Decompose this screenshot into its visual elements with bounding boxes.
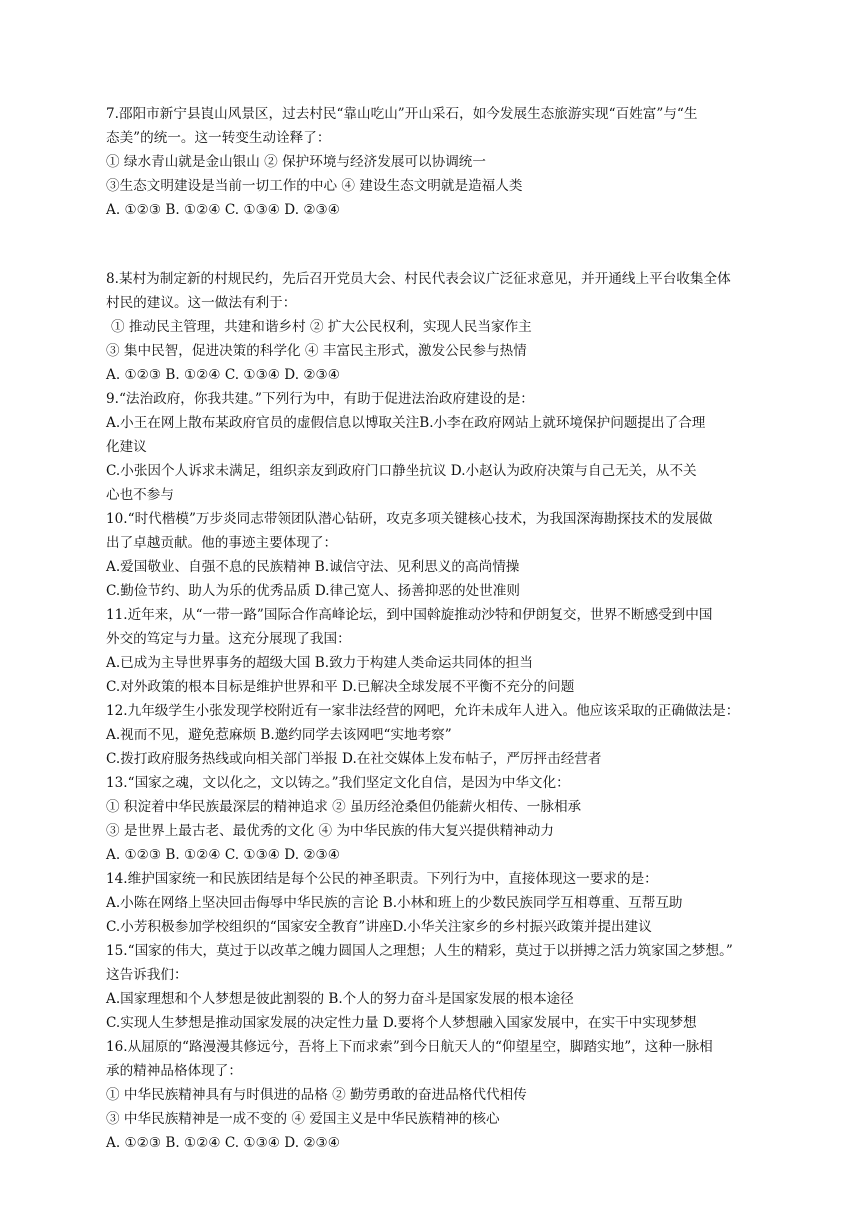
question-7-stem-line-1: 7.邵阳市新宁县崀山风景区，过去村民“靠山吃山”开山采石，如今发展生态旅游实现“百姓富”与“生 [106, 106, 698, 122]
question-9-option-line-1: A.小王在网上散布某政府官员的虚假信息以博取关注B.小李在政府网站上就环境保护问题提出了合理 [106, 415, 706, 431]
question-10-stem-line-1: 10.“时代楷模”万步炎同志带领团队潜心钻研，攻克多项关键核心技术，为我国深海勘探技术的发展做 [106, 511, 713, 527]
question-15-stem-line-1: 15.“国家的伟大，莫过于以改革之魄力圆国人之理想；人生的精彩，莫过于以拼搏之活力筑家国之梦想。” [106, 943, 733, 959]
question-8-answer-choices: A. ①②③ B. ①②④ C. ①③④ D. ②③④ [106, 367, 340, 383]
question-15-option-line-1: A.国家理想和个人梦想是彼此割裂的 B.个人的努力奋斗是国家发展的根本途径 [106, 991, 574, 1007]
question-14-option-line-1: A.小陈在网络上坚决回击侮辱中华民族的言论 B.小林和班上的少数民族同学互相尊重、互帮互助 [106, 895, 683, 911]
question-16-option-line-2: ③ 中华民族精神是一成不变的 ④ 爱国主义是中华民族精神的核心 [106, 1111, 500, 1127]
question-7-stem-line-2: 态美”的统一。这一转变生动诠释了： [106, 130, 331, 146]
question-16-stem-line-2: 承的精神品格体现了： [106, 1063, 242, 1079]
question-13-answer-choices: A. ①②③ B. ①②④ C. ①③④ D. ②③④ [106, 847, 340, 863]
question-10-stem-line-2: 出了卓越贡献。他的事迹主要体现了： [106, 535, 338, 551]
question-15-option-line-2: C.实现人生梦想是推动国家发展的决定性力量 D.要将个人梦想融入国家发展中，在实干中实现梦想 [106, 1015, 697, 1031]
question-9-option-line-2: 化建议 [106, 439, 147, 455]
question-7-option-line-1: ① 绿水青山就是金山银山 ② 保护环境与经济发展可以协调统一 [106, 154, 486, 170]
question-11-option-line-1: A.已成为主导世界事务的超级大国 B.致力于构建人类命运共同体的担当 [106, 655, 533, 671]
question-14-stem-line-1: 14.维护国家统一和民族团结是每个公民的神圣职责。下列行为中，直接体现这一要求的是： [106, 871, 658, 887]
question-16-option-line-1: ① 中华民族精神具有与时俱进的品格 ② 勤劳勇敢的奋进品格代代相传 [106, 1087, 527, 1103]
question-14-option-line-2: C.小芳积极参加学校组织的“国家安全教育”讲座D.小华关注家乡的乡村振兴政策并提出建议 [106, 919, 652, 935]
question-12-stem-line-1: 12.九年级学生小张发现学校附近有一家非法经营的网吧，允许未成年人进入。他应该采取的正确做法是： [106, 703, 740, 719]
question-10-option-line-1: A.爱国敬业、自强不息的民族精神 B.诚信守法、见利思义的高尚情操 [106, 559, 520, 575]
question-11-stem-line-1: 11.近年来，从“一带一路”国际合作高峰论坛，到中国斡旋推动沙特和伊朗复交，世界不断感受到中国 [106, 607, 713, 623]
question-9-option-line-3: C.小张因个人诉求未满足，组织亲友到政府门口静坐抗议 D.小赵认为政府决策与自己无关，从不关 [106, 463, 697, 479]
question-16-answer-choices: A. ①②③ B. ①②④ C. ①③④ D. ②③④ [106, 1135, 340, 1151]
question-8-option-line-2: ③ 集中民智，促进决策的科学化 ④ 丰富民主形式，激发公民参与热情 [106, 343, 527, 359]
question-11-stem-line-2: 外交的笃定与力量。这充分展现了我国： [106, 631, 351, 647]
question-13-stem-line-1: 13.“国家之魂，文以化之，文以铸之。”我们坚定文化自信，是因为中华文化： [106, 775, 570, 791]
question-12-option-line-1: A.视而不见，避免惹麻烦 B.邀约同学去该网吧“实地考察” [106, 727, 452, 743]
question-13-option-line-1: ① 积淀着中华民族最深层的精神追求 ② 虽历经沧桑但仍能薪火相传、一脉相承 [106, 799, 582, 815]
question-9-option-line-4: 心也不参与 [106, 487, 174, 503]
question-10-option-line-2: C.勤俭节约、助人为乐的优秀品质 D.律己宽人、扬善抑恶的处世准则 [106, 583, 520, 599]
question-8-stem-line-2: 村民的建议。这一做法有利于： [106, 295, 297, 311]
question-7-answer-choices: A. ①②③ B. ①②④ C. ①③④ D. ②③④ [106, 202, 340, 218]
question-8-stem-line-1: 8.某村为制定新的村规民约，先后召开党员大会、村民代表会议广泛征求意见，并开通线上平台收集全体 [106, 271, 731, 287]
question-7-option-line-2: ③生态文明建设是当前一切工作的中心 ④ 建设生态文明就是造福人类 [106, 178, 523, 194]
question-9-stem-line-1: 9.“法治政府，你我共建。”下列行为中，有助于促进法治政府建设的是： [106, 391, 534, 407]
question-11-option-line-2: C.对外政策的根本目标是维护世界和平 D.已解决全球发展不平衡不充分的问题 [106, 679, 575, 695]
question-15-stem-line-2: 这告诉我们： [106, 967, 188, 983]
question-13-option-line-2: ③ 是世界上最古老、最优秀的文化 ④ 为中华民族的伟大复兴提供精神动力 [106, 823, 554, 839]
question-16-stem-line-1: 16.从屈原的“路漫漫其修远兮，吾将上下而求索”到今日航天人的“仰望星空，脚踏实地”，这种一脉相 [106, 1039, 713, 1055]
question-8-option-line-1: ① 推动民主管理，共建和谐乡村 ② 扩大公民权利，实现人民当家作主 [111, 319, 532, 335]
question-12-option-line-2: C.拨打政府服务热线或向相关部门举报 D.在社交媒体上发布帖子，严厉抨击经营者 [106, 751, 602, 767]
